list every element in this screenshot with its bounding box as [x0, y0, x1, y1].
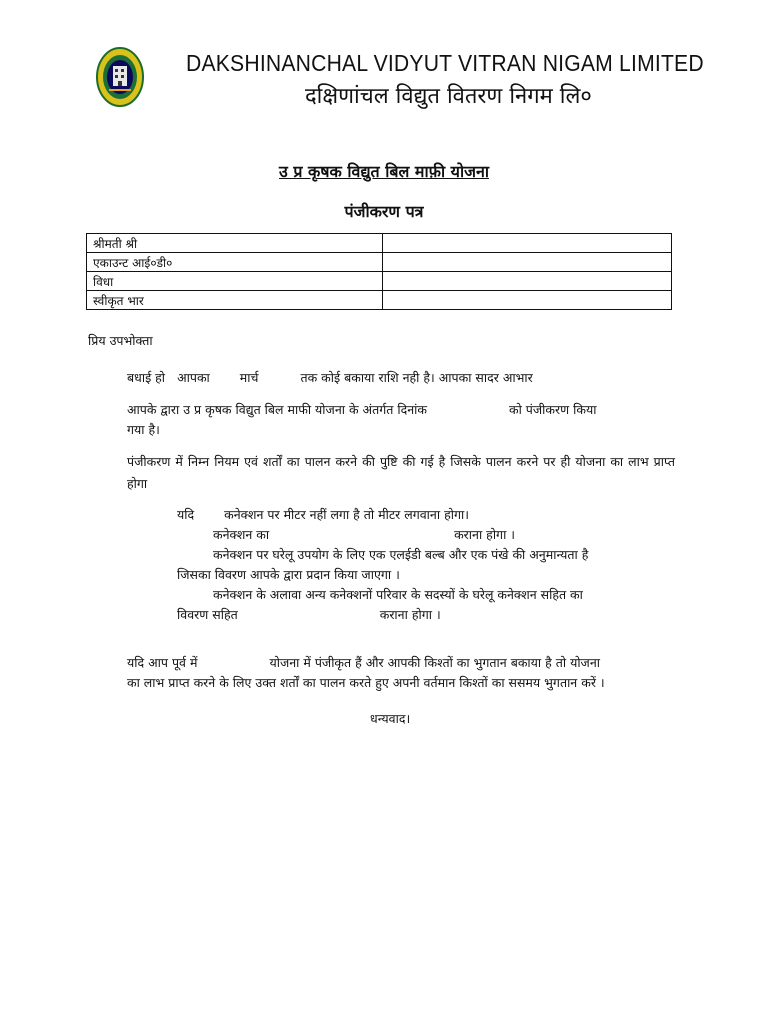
row-label-account-id: एकाउन्ट आई०डी० [87, 253, 383, 272]
registration-date-line: आपके द्वारा उ प्र कृषक विद्युत बिल माफी योजना के अंतर्गत दिनांक को पंजीकरण किया [127, 402, 597, 417]
row-label-category: विधा [87, 272, 383, 291]
row-value-category [383, 272, 672, 291]
condition-family-line2: विवरण सहित कराना होगा । [177, 607, 441, 622]
row-value-account-id [383, 253, 672, 272]
table-row [87, 253, 672, 272]
organization-name-english: DAKSHINANCHAL VIDYUT VITRAN NIGAM LIMITED [186, 50, 704, 76]
scheme-title: उ प्र कृषक विद्युत बिल माफ़ी योजना [279, 162, 489, 181]
congrats-line: बधाई हो आपका मार्च तक कोई बकाया राशि नही है। आपका सादर आभार [127, 370, 533, 385]
installment-line2: का लाभ प्राप्त करने के लिए उक्त शर्तों का पालन करते हुए अपनी वर्तमान किश्तों का ससमय भुगतान करें । [127, 675, 605, 690]
condition-connection: कनेक्शन का कराना होगा । [213, 527, 516, 542]
row-label-name: श्रीमती श्री [87, 234, 383, 253]
installment-line1: यदि आप पूर्व में योजना में पंजीकृत हैं और आपकी किश्तों का भुगतान बकाया है तो योजना [127, 655, 601, 670]
salutation: प्रिय उपभोक्ता [88, 333, 153, 348]
registration-info-table [86, 233, 672, 310]
row-label-sanctioned-load: स्वीकृत भार [87, 291, 383, 310]
condition-led-fan-line2: जिसका विवरण आपके द्वारा प्रदान किया जाएगा । [177, 567, 400, 582]
company-logo-icon [95, 46, 145, 108]
registration-date-line-cont: गया है। [127, 422, 160, 437]
closing-thanks: धन्यवाद। [370, 711, 411, 726]
form-title: पंजीकरण पत्र [344, 202, 424, 221]
table-row [87, 291, 672, 310]
conditions-intro: पंजीकरण में निम्न नियम एवं शर्तों का पालन करने की पुष्टि की गई है जिसके पालन करने पर ही योजना का लाभ प्राप्त होगा [127, 454, 675, 491]
condition-family-line1: कनेक्शन के अलावा अन्य कनेक्शनों परिवार के सदस्यों के घरेलू कनेक्शन सहित का [213, 587, 583, 602]
table-row [87, 272, 672, 291]
row-value-sanctioned-load [383, 291, 672, 310]
condition-led-fan-line1: कनेक्शन पर घरेलू उपयोग के लिए एक एलईडी बल्ब और एक पंखे की अनुमान्यता है [213, 547, 589, 562]
condition-meter: यदि कनेक्शन पर मीटर नहीं लगा है तो मीटर लगवाना होगा। [177, 507, 469, 522]
row-value-name [383, 234, 672, 253]
organization-name-hindi: दक्षिणांचल विद्युत वितरण निगम लि० [305, 84, 592, 109]
table-row [87, 234, 672, 253]
